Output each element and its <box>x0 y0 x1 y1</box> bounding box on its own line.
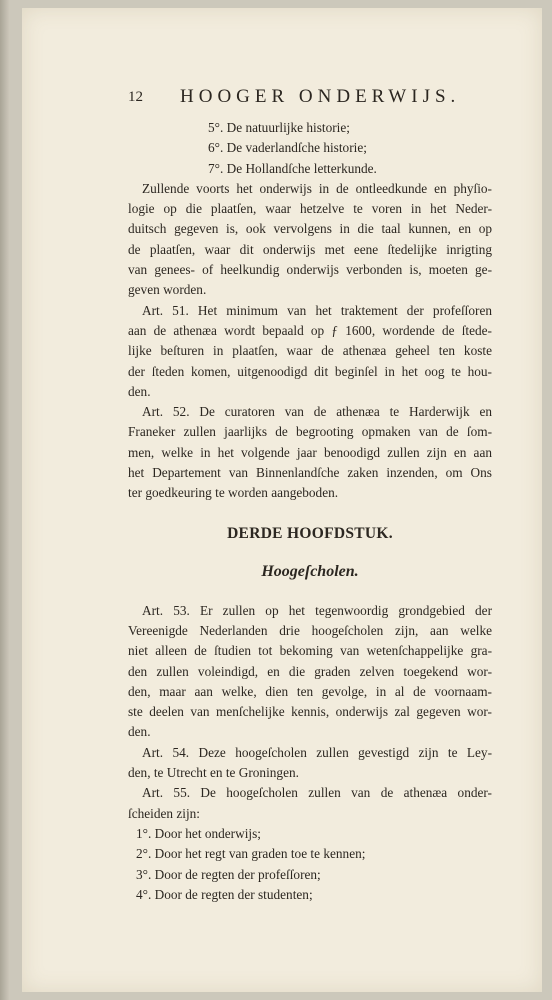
text-line: den. <box>128 724 151 740</box>
text-line: den, te Utrecht en te Groningen. <box>128 765 299 781</box>
text-line: 6°. De vaderlandſche historie; <box>208 140 367 156</box>
text-line: Art. 55. De hoogeſcholen zullen van de athenæa onder- <box>142 785 492 801</box>
page-body <box>128 118 492 905</box>
text-line: 2°. Door het regt van graden toe te kennen; <box>136 846 366 862</box>
text-line: ſcheiden zijn: <box>128 805 200 821</box>
page-number: 12 <box>128 89 143 105</box>
text-line: Art. 51. Het minimum van het traktement der profeſſoren <box>142 302 492 318</box>
chapter-subheading: Hoogeſcholen. <box>261 562 359 580</box>
text-line: aan de athenæa wordt bepaald op ƒ 1600, wordende de ſtede- <box>128 322 492 338</box>
text-line: Art. 53. Er zullen op het tegenwoordig grondgebied der <box>142 602 492 618</box>
text-line: men, welke in het volgende jaar benoodigd zullen zijn en aan <box>128 444 492 460</box>
text-line: van genees- of heelkundig onderwijs verbonden is, moeten ge- <box>128 262 492 278</box>
text-line: 7°. De Hollandſche letterkunde. <box>208 160 377 176</box>
text-line: het Departement van Binnenlandſche zaken inzenden, om Ons <box>128 465 492 481</box>
running-title: HOOGER ONDERWIJS. <box>180 86 461 107</box>
text-line: 5°. De natuurlijke historie; <box>208 120 350 135</box>
text-line: lijke beſturen in plaatſen, waar de athenæa geheel ten koste <box>128 343 492 359</box>
text-line: den zullen voleindigd, en die graden zelven toegekend wor- <box>128 663 492 679</box>
text-line: niet alleen de ſtudien tot bekoming van wetenſchappelijke gra- <box>128 643 492 659</box>
text-line: duitsch gegeven is, ook vervolgens in die taal kunnen, en op <box>128 221 492 237</box>
text-line: Art. 52. De curatoren van de athenæa te Harderwijk en <box>142 404 492 420</box>
book-spine-shadow <box>0 0 10 1000</box>
text-line: den. <box>128 383 151 399</box>
page-header <box>128 86 468 110</box>
text-line: ste deelen van menſchelijke kennis, onderwijs zal gegeven wor- <box>128 704 492 720</box>
text-line: de plaatſen, waar dit onderwijs met eene ſtedelijke inrigting <box>128 241 492 257</box>
text-line: 1°. Door het onderwijs; <box>136 825 261 841</box>
text-line: geven worden. <box>128 282 207 298</box>
text-block-articles-50-52 <box>128 118 492 504</box>
text-line: ter goedkeuring te worden aangeboden. <box>128 485 339 501</box>
text-line: 4°. Door de regten der studenten; <box>136 886 313 902</box>
text-line: logie op die plaatſen, waar hetzelve te voren in het Neder- <box>128 201 492 217</box>
text-line: den, maar aan welke, dien ten gevolge, in al de voornaam- <box>128 683 492 699</box>
text-line: Franeker zullen jaarlijks de begrooting opmaken van de ſom- <box>128 424 492 440</box>
text-block-articles-53-55 <box>128 601 492 905</box>
text-line: Zullende voorts het onderwijs in de ontleedkunde en phyſio- <box>142 180 492 196</box>
text-line: Vereenigde Nederlanden drie hoogeſcholen zijn, aan welke <box>128 622 492 638</box>
text-line: 3°. Door de regten der profeſſoren; <box>136 866 321 882</box>
text-line: Art. 54. Deze hoogeſcholen zullen gevestigd zijn te Ley- <box>142 744 492 760</box>
chapter-heading: DERDE HOOFDSTUK. <box>227 524 393 542</box>
text-line: der ſteden komen, uitgenoodigd dit beginſel in het oog te hou- <box>128 363 492 379</box>
